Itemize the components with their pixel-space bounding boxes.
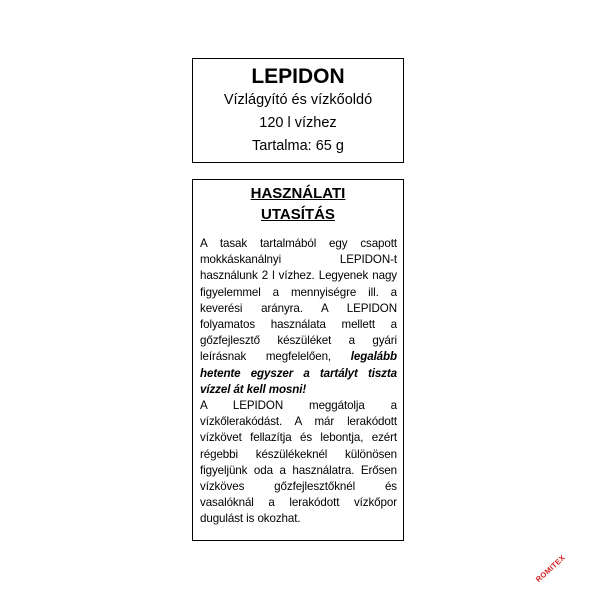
instructions-box bbox=[192, 179, 404, 541]
product-content: Tartalma: 65 g bbox=[252, 138, 344, 154]
instructions-paragraph-1 bbox=[200, 236, 397, 398]
instructions-body bbox=[193, 236, 403, 528]
instructions-heading-line2: UTASÍTÁS bbox=[261, 206, 335, 223]
instructions-heading bbox=[193, 183, 403, 225]
product-description: Vízlágyító és vízkőoldó bbox=[223, 92, 373, 108]
instructions-heading-line1: HASZNÁLATI bbox=[250, 185, 346, 202]
romitex-stamp: ROMITEX bbox=[533, 553, 567, 584]
instructions-paragraph-1-text: A tasak tartalmából egy csapott mokkáskanálnyi LEPIDON-t használunk 2 l vízhez. Legyenek nagy figyelemmel a mennyiségre ill. a keverési arányra. A LEPIDON folyamatos használata mellett a gőzfejlesztő készüléket a gyári leírásnak megfelelően, bbox=[200, 237, 397, 364]
instructions-paragraph-2: A LEPIDON meggátolja a vízkőlerakódást. A már lerakódott vízkövet fellazítja és lebontja, ezért régebbi készülékeknél különösen figyeljünk oda a használatra. Erősen vízköves gőzfejlesztőknél és vasalóknál a lerakódott vízkőpor dugulást is okozhat. bbox=[200, 399, 397, 526]
instructions-warning: legalább hetente egyszer a tartályt tiszta vízzel át kell mosni! bbox=[200, 350, 397, 396]
product-label-box bbox=[192, 58, 404, 163]
product-volume: 120 l vízhez bbox=[259, 115, 337, 131]
product-name: LEPIDON bbox=[251, 65, 345, 88]
